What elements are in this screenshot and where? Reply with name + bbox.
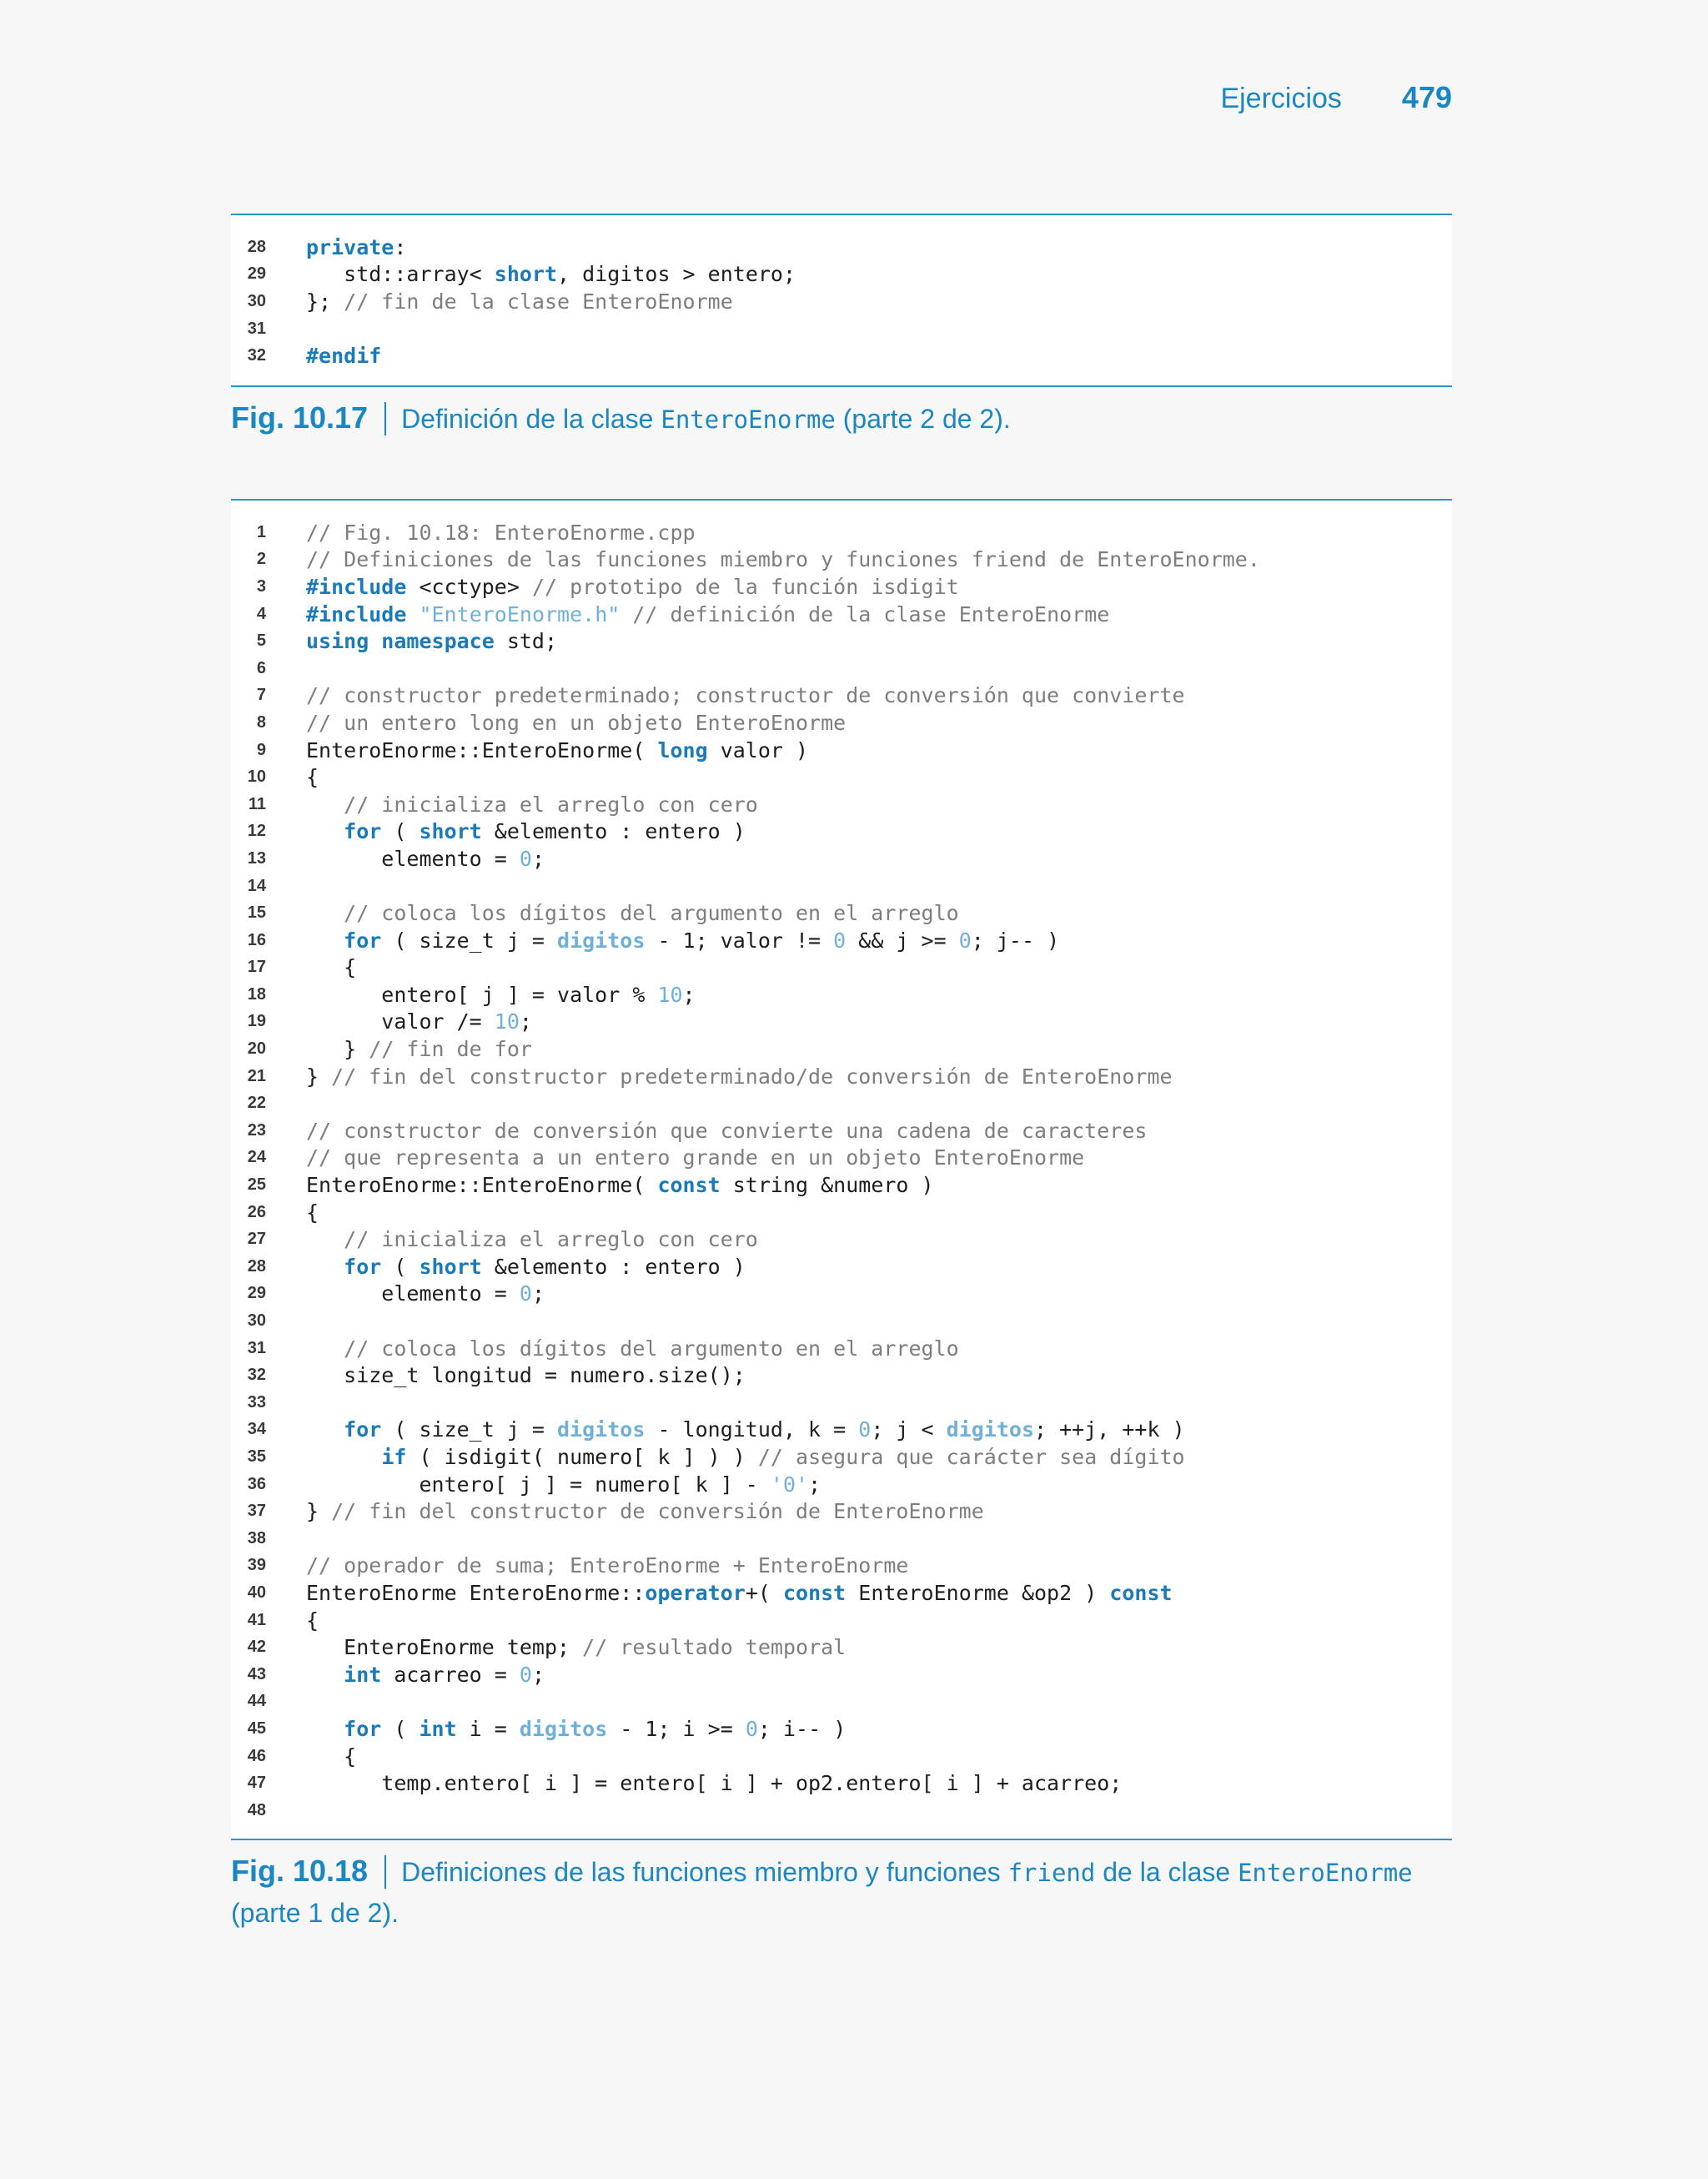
line-number: 22 [247,1094,266,1113]
code-line [231,1661,1452,1688]
line-number: 35 [247,1447,266,1466]
code-text: for ( size_t j = digitos - 1; valor != 0 && j >= 0; j-- ) [344,928,1060,953]
line-number: 46 [247,1746,266,1765]
line-number: 33 [247,1392,266,1412]
code-line [231,1607,1452,1634]
line-number: 27 [247,1230,266,1249]
line-number: 42 [247,1638,266,1657]
code-line [231,315,1452,343]
code-text: #endif [306,344,382,369]
code-text: using namespace std; [306,629,558,654]
code-line [231,1281,1452,1308]
code-line [231,601,1452,628]
code-line [231,1009,1452,1036]
line-number: 26 [247,1202,266,1221]
line-number: 31 [247,1338,266,1357]
line-number: 12 [247,822,266,841]
code-line [231,709,1452,737]
code-text: entero[ j ] = valor % 10; [306,982,696,1007]
code-line [231,899,1452,927]
code-line [231,763,1452,791]
code-line [231,1443,1452,1471]
code-text: for ( int i = digitos - 1; i >= 0; i-- ) [344,1716,846,1741]
code-text: { [306,955,357,980]
code-line [231,927,1452,954]
code-text: // coloca los dígitos del argumento en el arreglo [344,901,959,926]
code-line [231,1525,1452,1552]
line-number: 28 [247,237,266,256]
code-text: entero[ j ] = numero[ k ] - '0'; [306,1472,821,1497]
code-line [231,1225,1452,1253]
caption-text: Definiciones de las funciones miembro y funciones friend de la clase EnteroEnorme (parte 1 de 2). [231,1857,1413,1928]
code-text: elemento = 0; [306,846,545,871]
code-text: int acarreo = 0; [344,1662,545,1687]
figure-label: Fig. 10.17 [231,400,369,435]
code-text: } // fin del constructor predeterminado/de conversión de EnteroEnorme [306,1064,1173,1089]
code-line [231,1769,1452,1797]
code-text: elemento = 0; [306,1281,545,1306]
line-number: 24 [247,1148,266,1167]
code-text: { [306,1744,357,1769]
code-line [231,1389,1452,1417]
line-number: 2 [256,550,266,569]
line-number: 36 [247,1474,266,1493]
code-text: } // fin de for [306,1037,532,1062]
line-number: 8 [256,712,266,732]
code-text: size_t longitud = numero.size(); [306,1363,746,1388]
line-number: 47 [247,1774,266,1793]
line-number: 31 [247,319,266,338]
line-number: 5 [256,632,266,651]
line-number: 38 [247,1528,266,1547]
figure-caption-10-17 [231,398,1452,440]
code-text: EnteroEnorme::EnteroEnorme( const string &numero ) [306,1173,934,1198]
code-text: // Definiciones de las funciones miembro y funciones friend de EnteroEnorme. [306,547,1260,572]
code-line [231,682,1452,710]
running-head [1220,80,1452,115]
line-number: 21 [247,1066,266,1085]
line-number: 43 [247,1664,266,1683]
code-line [231,1171,1452,1199]
code-line [231,1145,1452,1172]
code-text: } // fin del constructor de conversión de EnteroEnorme [306,1499,984,1524]
code-text: #include "EnteroEnorme.h" // definición de la clase EnteroEnorme [306,601,1110,627]
code-line [231,1743,1452,1770]
code-text: EnteroEnorme temp; // resultado temporal [306,1635,846,1660]
code-text: #include <cctype> // prototipo de la función isdigit [306,574,959,599]
code-text: EnteroEnorme EnteroEnorme::operator+( const EnteroEnorme &op2 ) const [306,1580,1173,1605]
line-number: 7 [256,686,266,705]
line-number: 10 [247,767,266,787]
code-line [231,546,1452,574]
code-text: { [306,1608,319,1633]
line-number: 19 [247,1012,266,1031]
code-text: private: [306,234,407,259]
code-text: // inicializa el arreglo con cero [344,792,758,817]
line-number: 45 [247,1719,266,1738]
code-line [231,1633,1452,1661]
code-line [231,1335,1452,1362]
line-number: 14 [247,876,266,895]
code-line [231,1117,1452,1145]
code-line [231,1715,1452,1743]
page-number: 479 [1401,80,1452,114]
figure-caption-10-18 [231,1851,1452,1933]
caption-text: Definición de la clase EnteroEnorme (parte 2 de 2). [401,404,1011,434]
line-number: 17 [247,958,266,977]
line-number: 39 [247,1556,266,1575]
code-line [231,737,1452,764]
code-listing-fig-10-18 [231,499,1452,1840]
line-number: 34 [247,1420,266,1439]
code-line [231,342,1452,370]
code-line [231,1090,1452,1117]
code-line [231,1497,1452,1525]
code-line [231,845,1452,873]
code-text: // coloca los dígitos del argumento en el arreglo [344,1336,959,1361]
code-line [231,1417,1452,1444]
code-line [231,234,1452,261]
code-listing-fig-10-17 [231,214,1452,387]
code-line [231,1579,1452,1607]
caption-separator [384,402,386,435]
code-text: for ( size_t j = digitos - longitud, k = 0; j < digitos; ++j, ++k ) [344,1417,1185,1442]
line-number: 32 [247,346,266,365]
code-line [231,627,1452,655]
code-line [231,873,1452,900]
code-text: // inicializa el arreglo con cero [344,1227,758,1252]
line-number: 28 [247,1256,266,1276]
code-line [231,1307,1452,1335]
code-text: for ( short &elemento : entero ) [344,1254,746,1279]
line-number: 18 [247,984,266,1004]
line-number: 9 [256,740,266,759]
code-line [231,519,1452,546]
code-text: { [306,765,319,790]
code-text: // un entero long en un objeto EnteroEnorme [306,710,846,735]
line-number: 48 [247,1800,266,1819]
code-line [231,818,1452,846]
code-text: std::array< short, digitos > entero; [306,262,796,287]
code-text: // operador de suma; EnteroEnorme + EnteroEnorme [306,1553,909,1578]
line-number: 29 [247,1284,266,1303]
code-text: // constructor predeterminado; constructor de conversión que convierte [306,683,1185,708]
code-text: for ( short &elemento : entero ) [344,819,746,844]
code-line [231,1688,1452,1716]
line-number: 11 [248,794,266,813]
line-number: 3 [256,576,266,596]
line-number: 40 [247,1583,266,1602]
line-number: 20 [247,1039,266,1059]
code-line [231,954,1452,982]
section-title: Ejercicios [1220,83,1342,114]
code-text: }; // fin de la clase EnteroEnorme [306,289,733,314]
code-text: // constructor de conversión que convierte una cadena de caracteres [306,1118,1148,1143]
code-line [231,1797,1452,1824]
code-line [231,1471,1452,1498]
code-line [231,1035,1452,1063]
line-number: 25 [247,1175,266,1195]
line-number: 32 [247,1366,266,1385]
code-text: if ( isdigit( numero[ k ] ) ) // asegura que carácter sea dígito [381,1444,1185,1469]
code-line [231,791,1452,818]
code-line [231,655,1452,682]
code-text: valor /= 10; [306,1009,532,1034]
code-text: EnteroEnorme::EnteroEnorme( long valor ) [306,737,809,762]
line-number: 37 [247,1502,266,1521]
line-number: 6 [256,658,266,677]
code-line [231,261,1452,289]
line-number: 44 [247,1692,266,1711]
figure-label: Fig. 10.18 [231,1854,369,1888]
code-text: temp.entero[ i ] = entero[ i ] + op2.entero[ i ] + acarreo; [306,1771,1123,1796]
code-text: { [306,1200,319,1225]
line-number: 4 [256,604,266,623]
code-text: // que representa a un entero grande en un objeto EnteroEnorme [306,1145,1085,1170]
line-number: 16 [247,930,266,949]
code-line [231,981,1452,1009]
code-text: // Fig. 10.18: EnteroEnorme.cpp [306,520,696,545]
code-line [231,1063,1452,1090]
code-line [231,1552,1452,1580]
code-line [231,1253,1452,1281]
line-number: 1 [256,522,266,541]
code-line [231,1199,1452,1226]
code-line [231,1361,1452,1389]
line-number: 41 [247,1610,266,1629]
code-line [231,288,1452,315]
caption-separator [384,1855,386,1889]
line-number: 15 [247,903,266,923]
line-number: 23 [247,1120,266,1140]
line-number: 30 [247,291,266,310]
line-number: 29 [247,264,266,284]
code-line [231,573,1452,601]
line-number: 13 [247,848,266,868]
line-number: 30 [247,1311,266,1331]
